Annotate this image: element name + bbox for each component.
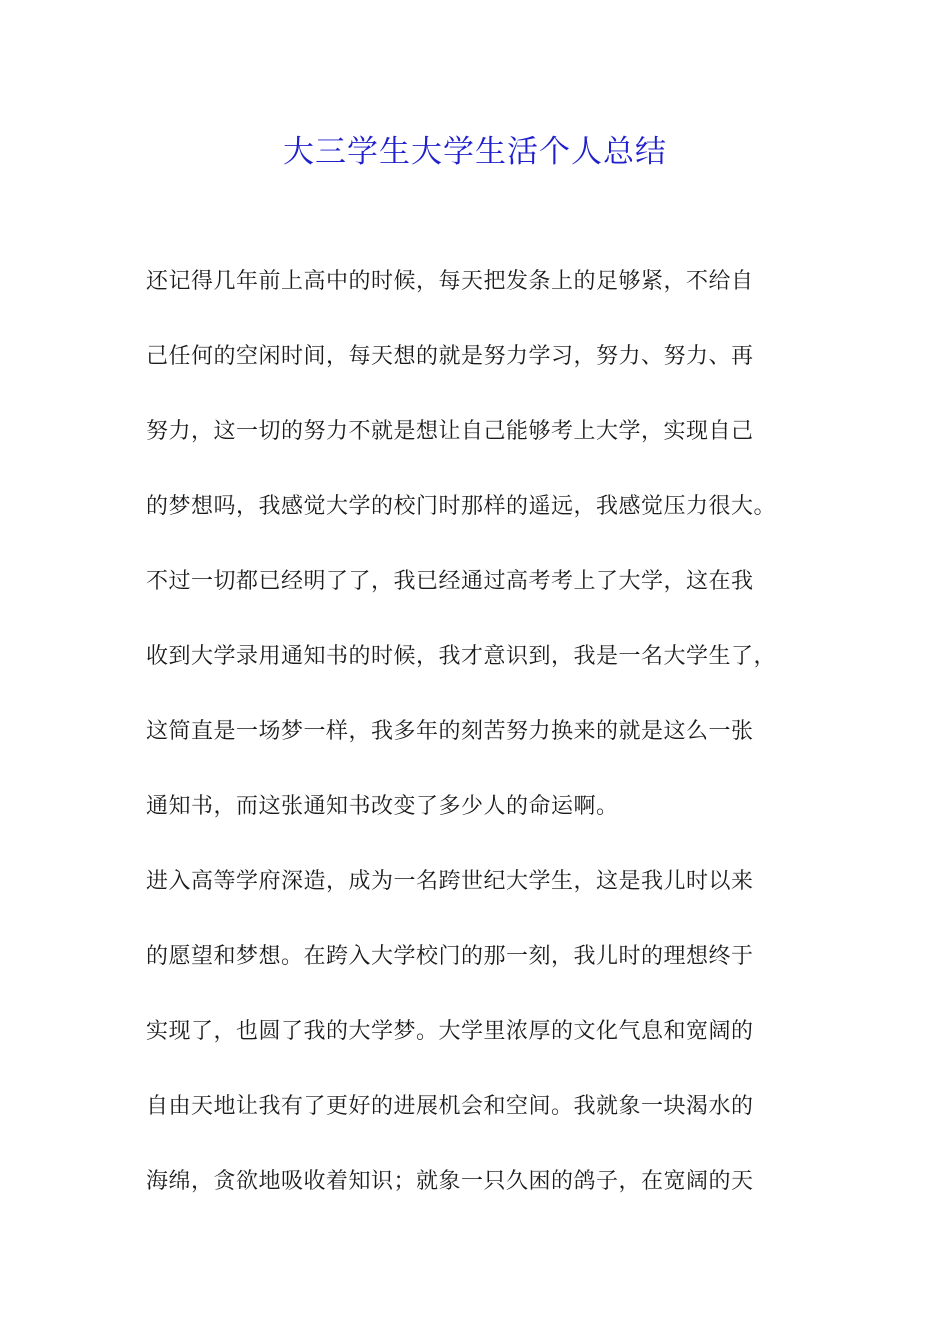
text-line: 收到大学录用通知书的时候，我才意识到，我是一名大学生了， (146, 644, 777, 669)
document-title: 大三学生大学生活个人总结 (283, 134, 667, 170)
text-line: 己任何的空闲时间，每天想的就是努力学习，努力、努力、再 (146, 344, 754, 369)
text-line: 通知书，而这张通知书改变了多少人的命运啊。 (146, 794, 619, 819)
text-line: 海绵，贪欲地吸收着知识；就象一只久困的鸽子，在宽阔的天 (146, 1169, 754, 1194)
text-line: 还记得几年前上高中的时候，每天把发条上的足够紧，不给自 (146, 269, 754, 294)
text-line: 的愿望和梦想。在跨入大学校门的那一刻，我儿时的理想终于 (146, 944, 754, 969)
text-line: 这简直是一场梦一样，我多年的刻苦努力换来的就是这么一张 (146, 719, 754, 744)
text-line: 自由天地让我有了更好的进展机会和空间。我就象一块渴水的 (146, 1094, 754, 1119)
text-line: 的梦想吗，我感觉大学的校门时那样的遥远，我感觉压力很大。 (146, 494, 777, 519)
text-line: 努力，这一切的努力不就是想让自己能够考上大学，实现自己 (146, 419, 754, 444)
text-line: 进入高等学府深造，成为一名跨世纪大学生，这是我儿时以来 (146, 869, 754, 894)
text-line: 实现了，也圆了我的大学梦。大学里浓厚的文化气息和宽阔的 (146, 1019, 754, 1044)
text-line: 不过一切都已经明了了，我已经通过高考考上了大学，这在我 (146, 569, 754, 594)
